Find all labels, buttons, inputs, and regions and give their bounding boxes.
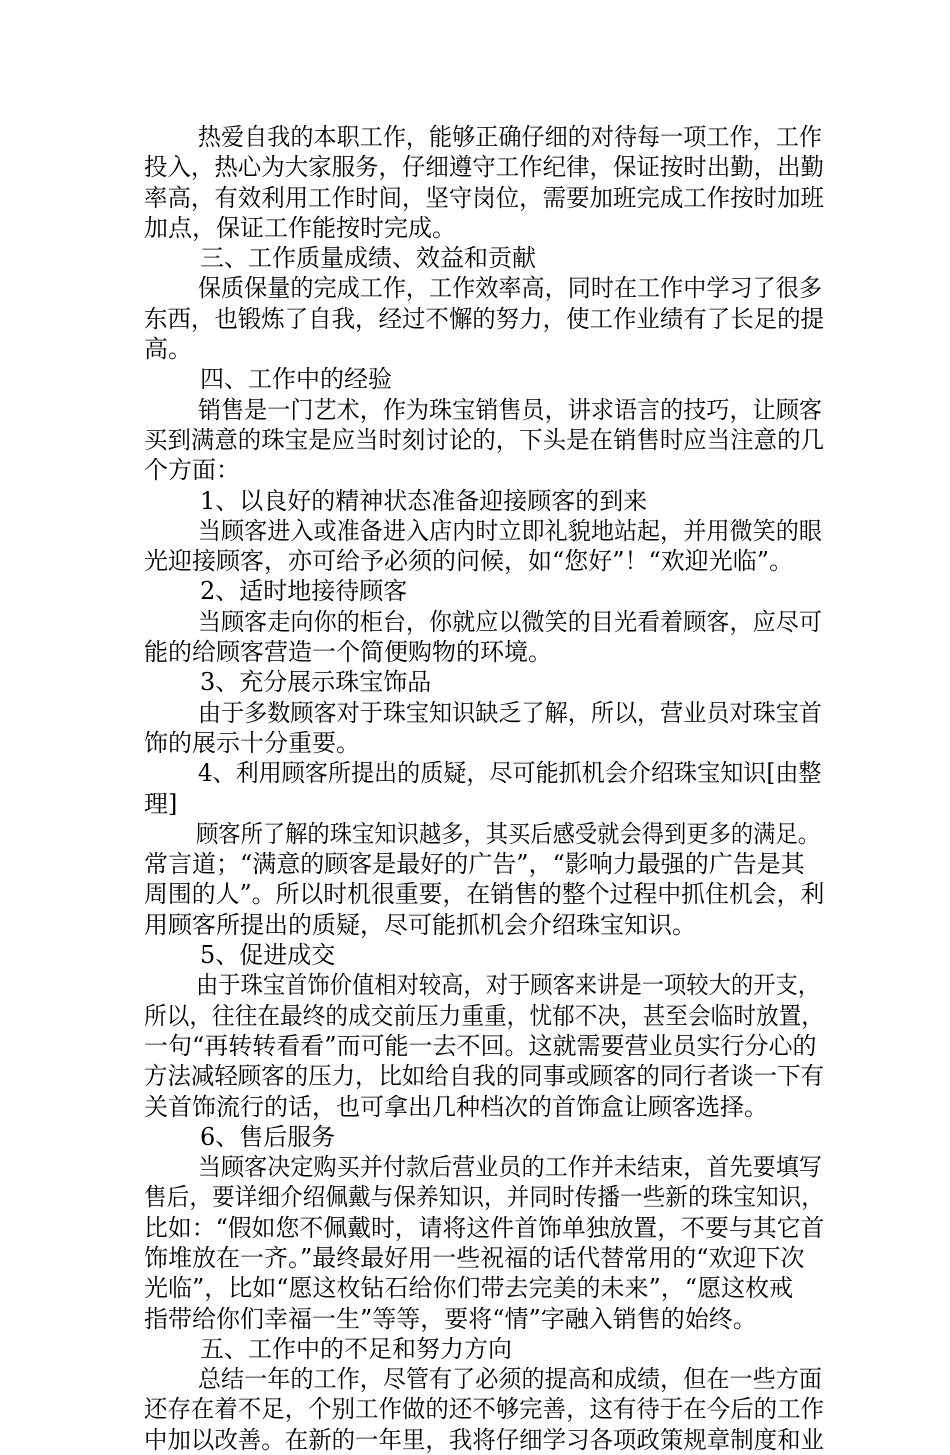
paragraph-line: 理] xyxy=(144,789,178,818)
paragraph-line: 售后，要详细介绍佩戴与保养知识，并同时传播一些新的珠宝知识， xyxy=(144,1183,824,1212)
paragraph-first-line: 五、工作中的不足和努力方向 xyxy=(200,1334,512,1363)
paragraph-line: 所以，往往在最终的成交前压力重重，忧郁不决，甚至会临时放置， xyxy=(144,1001,824,1030)
paragraph-line: 饰堆放在一齐。”最终最好用一些祝福的话代替常用的“欢迎下次 xyxy=(144,1243,805,1272)
paragraph-first-line: 2、适时地接待顾客 xyxy=(200,577,408,606)
paragraph-first-line: 销售是一门艺术，作为珠宝销售员，讲求语言的技巧，让顾客 xyxy=(197,395,822,424)
paragraph-line: 加点，保证工作能按时完成。 xyxy=(144,213,456,242)
paragraph-line: 买到满意的珠宝是应当时刻讨论的，下头是在销售时应当注意的几 xyxy=(144,425,824,454)
paragraph-line: 比如：“假如您不佩戴时，请将这件首饰单独放置，不要与其它首 xyxy=(144,1213,825,1242)
paragraph-line: 中加以改善。在新的一年里，我将仔细学习各项政策规章制度和业 xyxy=(144,1425,824,1454)
paragraph-line: 率高，有效利用工作时间，坚守岗位，需要加班完成工作按时加班 xyxy=(144,183,824,212)
paragraph-line: 饰的展示十分重要。 xyxy=(144,728,360,757)
paragraph-line: 东西，也锻炼了自我，经过不懈的努力，使工作业绩有了长足的提 xyxy=(144,304,824,333)
paragraph-line: 投入，热心为大家服务，仔细遵守工作纪律，保证按时出勤，出勤 xyxy=(144,153,824,182)
paragraph-line: 高。 xyxy=(144,335,192,364)
paragraph-first-line: 5、促进成交 xyxy=(200,941,336,970)
paragraph-line: 关首饰流行的话，也可拿出几种档次的首饰盒让顾客选择。 xyxy=(144,1092,768,1121)
paragraph-first-line: 4、利用顾客所提出的质疑，尽可能抓机会介绍珠宝知识[由整 xyxy=(197,759,822,788)
paragraph-line: 周围的人”。所以时机很重要，在销售的整个过程中抓住机会，利 xyxy=(144,880,825,909)
paragraph-line: 指带给你们幸福一生”等等，要将“情”字融入销售的始终。 xyxy=(144,1304,757,1333)
paragraph-first-line: 顾客所了解的珠宝知识越多，其买后感受就会得到更多的满足。 xyxy=(196,819,821,848)
paragraph-line: 一句“再转转看看”而可能一去不回。这就需要营业员实行分心的 xyxy=(144,1031,817,1060)
paragraph-line: 还存在着不足，个别工作做的还不够完善，这有待于在今后的工作 xyxy=(144,1395,824,1424)
paragraph-first-line: 当顾客进入或准备进入店内时立即礼貌地站起，并用微笑的眼 xyxy=(197,516,822,545)
paragraph-first-line: 1、以良好的精神状态准备迎接顾客的到来 xyxy=(200,486,648,515)
paragraph-line: 常言道；“满意的顾客是最好的广告”，“影响力最强的广告是其 xyxy=(144,850,805,879)
paragraph-first-line: 当顾客走向你的柜台，你就应以微笑的目光看着顾客，应尽可 xyxy=(197,607,822,636)
paragraph-line: 能的给顾客营造一个简便购物的环境。 xyxy=(144,638,552,667)
paragraph-first-line: 总结一年的工作，尽管有了必须的提高和成绩，但在一些方面 xyxy=(197,1365,822,1394)
document-body xyxy=(144,122,824,1455)
paragraph-first-line: 由于多数顾客对于珠宝知识缺乏了解，所以，营业员对珠宝首 xyxy=(197,698,822,727)
paragraph-line: 用顾客所提出的质疑，尽可能抓机会介绍珠宝知识。 xyxy=(144,910,696,939)
paragraph-first-line: 由于珠宝首饰价值相对较高，对于顾客来讲是一项较大的开支， xyxy=(196,971,821,1000)
paragraph-first-line: 保质保量的完成工作，工作效率高，同时在工作中学习了很多 xyxy=(197,274,822,303)
paragraph-line: 个方面： xyxy=(144,456,240,485)
paragraph-first-line: 当顾客决定购买并付款后营业员的工作并未结束，首先要填写 xyxy=(197,1153,822,1182)
paragraph-first-line: 热爱自我的本职工作，能够正确仔细的对待每一项工作，工作 xyxy=(197,123,822,151)
paragraph-line: 方法减轻顾客的压力，比如给自我的同事或顾客的同行者谈一下有 xyxy=(144,1062,824,1091)
paragraph-first-line: 6、售后服务 xyxy=(200,1122,336,1151)
paragraph-first-line: 3、充分展示珠宝饰品 xyxy=(200,668,432,697)
paragraph-first-line: 四、工作中的经验 xyxy=(200,365,392,394)
paragraph-line: 光临”，比如“愿这枚钻石给你们带去完美的未来”，“愿这枚戒 xyxy=(144,1274,794,1303)
paragraph-line: 光迎接顾客，亦可给予必须的问候，如“您好”！“欢迎光临”。 xyxy=(144,547,794,576)
paragraph-first-line: 三、工作质量成绩、效益和贡献 xyxy=(200,244,536,273)
